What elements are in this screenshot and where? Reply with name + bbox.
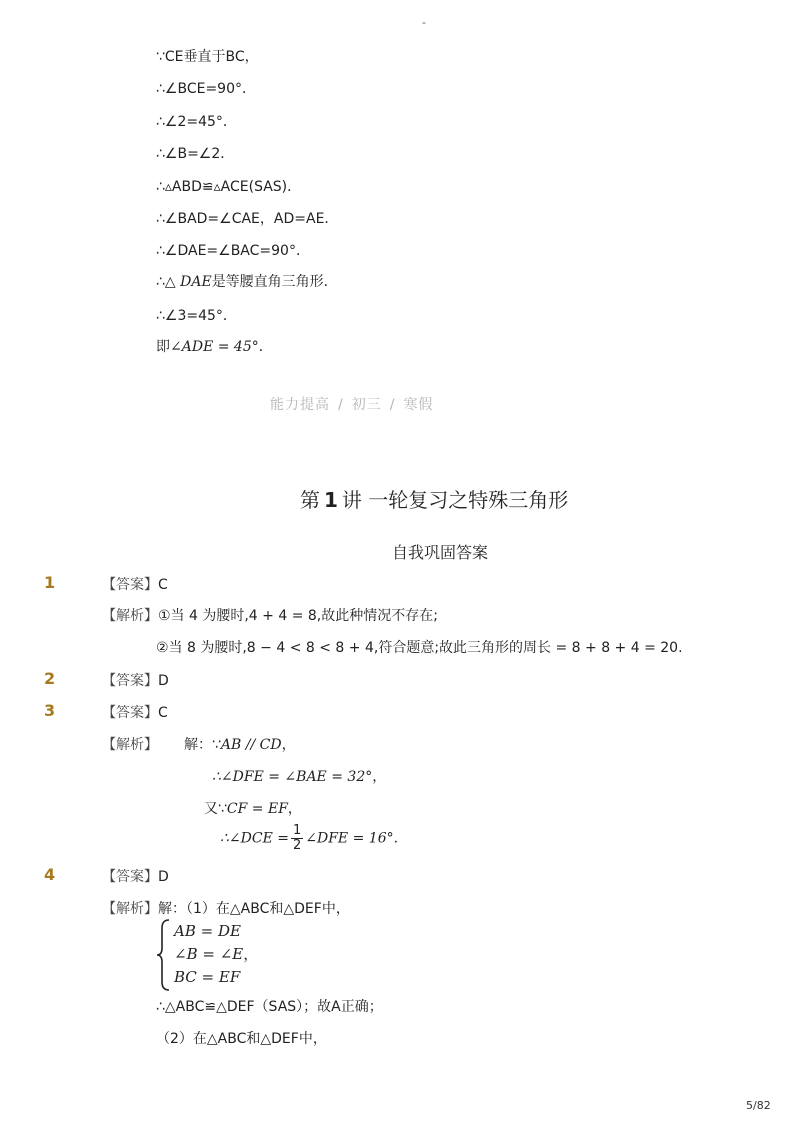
system-line-2 [174, 943, 258, 966]
question-number-3: 3 [44, 701, 56, 720]
analysis-3-line-3-suffix: ， [287, 801, 302, 817]
question-number-1: 1 [44, 573, 56, 592]
proof-line-2: ∴∠BCE=90°． [156, 81, 256, 97]
analysis-row-3 [102, 734, 158, 754]
proof-line-10-prefix: 即 [156, 339, 170, 355]
lecture-number: 1 [324, 488, 338, 512]
answer-tag: 【答案】 [102, 869, 158, 885]
proof-line-7: ∴∠DAE=∠BAC=90°． [156, 243, 310, 259]
answer-row-3 [102, 702, 168, 722]
analysis-tag: 【解析】 [102, 901, 158, 917]
question-number-4: 4 [44, 865, 56, 884]
lecture-title-prefix: 第 [300, 488, 320, 512]
analysis-1-line-2: ②当 8 为腰时,8 − 4 < 8 < 8 + 4,符合题意;故此三角形的周长 = 8 + 8 + 4 = 20. [156, 640, 683, 656]
analysis-3-line-3-prefix: 又∵ [204, 801, 227, 817]
answer-row-4 [102, 866, 169, 886]
fraction-denominator: 2 [292, 838, 302, 853]
analysis-3-line-1-prefix: 解：∵ [184, 737, 221, 753]
analysis-3-line-2-math: ∴∠DFE = ∠BAE = 32° [212, 769, 373, 785]
proof-line-10-suffix: ． [258, 339, 273, 355]
analysis-tag: 【解析】 [102, 608, 158, 624]
breadcrumb-separator: / [338, 397, 344, 413]
analysis-4-line-2: ∴△ABC≌△DEF（SAS）；故A正确； [156, 999, 383, 1015]
header-dash: - [422, 16, 426, 29]
analysis-3-line-1-math: AB // CD [220, 737, 282, 753]
breadcrumb-item-level: 能力提高 [270, 397, 330, 413]
lecture-title-suffix: 讲 一轮复习之特殊三角形 [341, 488, 569, 512]
answer-row-1 [102, 574, 168, 594]
proof-line-8-prefix: ∴△ [156, 274, 181, 290]
left-brace-icon [156, 918, 172, 992]
analysis-3-line-4-left: ∴∠DCE = [220, 830, 289, 847]
analysis-3-line-1 [184, 734, 296, 754]
analysis-3-line-1-suffix: ， [281, 737, 296, 753]
analysis-3-line-4 [220, 824, 398, 853]
analysis-4-line-1: 解：（1）在△ABC和△DEF中， [158, 901, 350, 917]
proof-line-9: ∴∠3=45°． [156, 308, 237, 324]
proof-line-10-math: ∠ADE = 45° [170, 339, 259, 355]
analysis-tag: 【解析】 [102, 737, 158, 753]
answer-tag: 【答案】 [102, 673, 158, 689]
breadcrumb [270, 394, 433, 414]
proof-line-5: ∴▵ABD≌▵ACE(SAS)． [156, 179, 302, 195]
fraction-half [291, 824, 303, 853]
proof-line-6: ∴∠BAD=∠CAE，AD=AE． [156, 211, 339, 227]
analysis-3-line-2-suffix: ， [372, 769, 387, 785]
breadcrumb-item-grade: 初三 [351, 397, 382, 413]
analysis-3-line-4-right: ∠DFE = 16°. [305, 830, 399, 847]
page-number: 5/82 [746, 1099, 771, 1112]
system-line-2-suffix: ， [243, 945, 259, 963]
breadcrumb-separator: / [389, 397, 396, 413]
question-number-2: 2 [44, 669, 56, 688]
proof-line-10 [156, 336, 273, 356]
analysis-3-line-3 [204, 798, 302, 818]
analysis-3-line-2 [212, 766, 386, 786]
proof-line-8-suffix: 是等腰直角三角形． [211, 274, 338, 290]
answer-value-1: C [158, 577, 168, 593]
section-title: 自我巩固答案 [392, 543, 489, 562]
analysis-1-line-1: ①当 4 为腰时,4 + 4 = 8,故此种情况不存在; [158, 608, 438, 624]
answer-value-4: D [158, 869, 169, 885]
analysis-4-line-3: （2）在△ABC和△DEF中， [156, 1031, 327, 1047]
system-line-2-math: ∠B = ∠E [174, 945, 244, 963]
system-line-3: BC = EF [174, 968, 241, 986]
answer-tag: 【答案】 [102, 705, 158, 721]
analysis-row-4 [102, 898, 350, 918]
proof-line-3: ∴∠2=45°． [156, 114, 237, 130]
analysis-3-line-3-math: CF = EF [226, 801, 288, 817]
answer-tag: 【答案】 [102, 577, 158, 593]
breadcrumb-item-term: 寒假 [403, 397, 434, 413]
analysis-row-1 [102, 605, 438, 625]
lecture-title [300, 484, 568, 513]
answer-value-3: C [158, 705, 168, 721]
answer-row-2 [102, 670, 169, 690]
answer-value-2: D [158, 673, 169, 689]
system-line-1: AB = DE [174, 922, 241, 940]
fraction-numerator: 1 [292, 823, 302, 838]
proof-line-8-math: DAE [180, 274, 212, 290]
proof-line-8 [156, 271, 338, 291]
proof-line-1: ∵CE垂直于BC， [156, 49, 259, 65]
proof-line-4: ∴∠B=∠2． [156, 146, 235, 162]
